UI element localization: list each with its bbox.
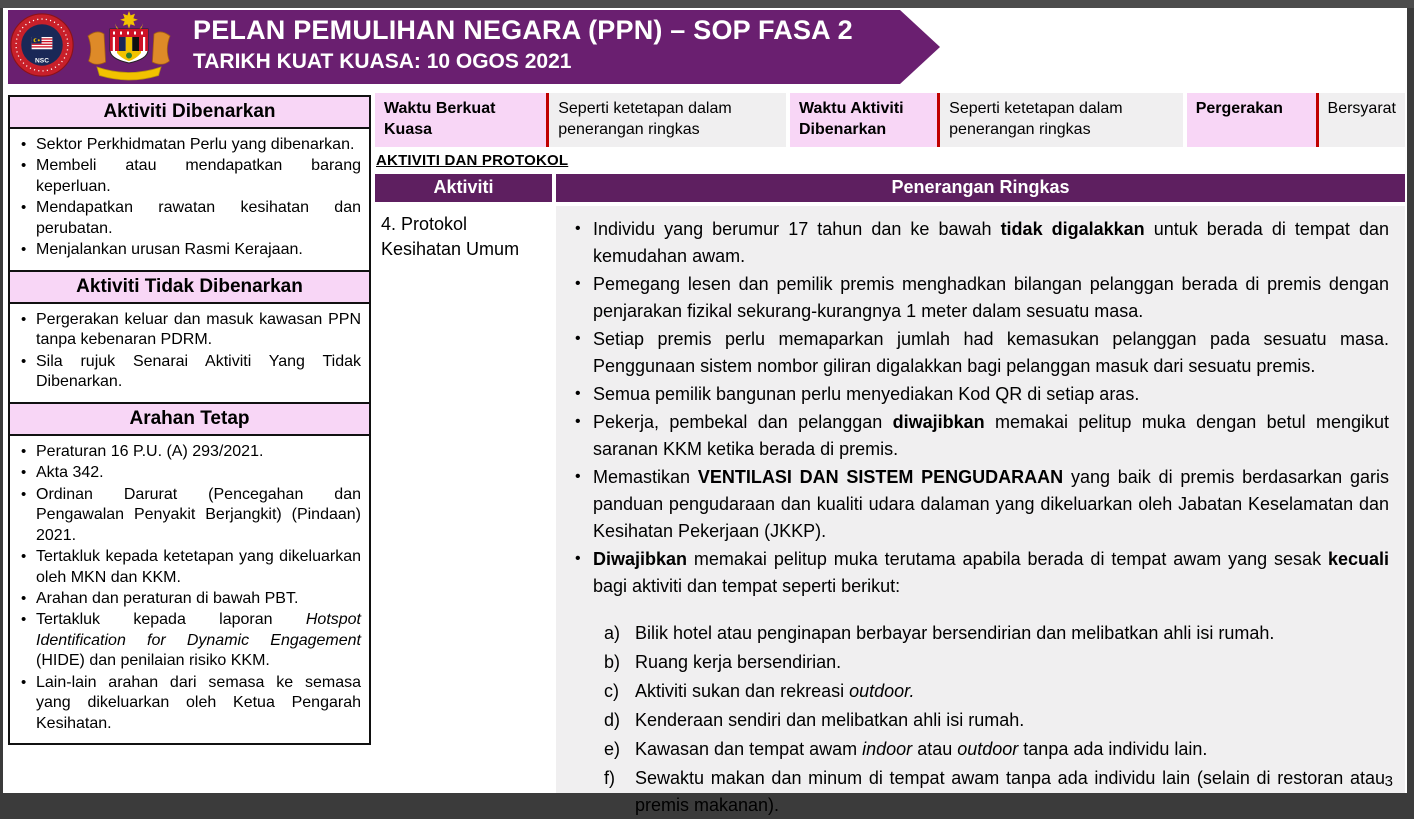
info-value-cell: Seperti ketetapan dalam penerangan ringkas	[549, 93, 786, 147]
exception-text: Bilik hotel atau penginapan berbayar bersendirian dan melibatkan ahli isi rumah.	[635, 623, 1275, 643]
sidebar-section-title: Aktiviti Dibenarkan	[10, 97, 369, 129]
list-item: • Menjalankan urusan Rasmi Kerajaan.	[14, 240, 361, 260]
activity-cell: 4. Protokol Kesihatan Umum	[381, 214, 520, 260]
section-label: AKTIVITI DAN PROTOKOL	[376, 152, 569, 169]
exception-item	[604, 649, 1389, 676]
malaysia-coat-of-arms-icon	[77, 10, 181, 82]
sidebar-section	[8, 270, 371, 404]
protocol-bullet: • Diwajibkan memakai pelitup muka terutama apabila berada di tempat awam yang sesak kecuali bagi aktiviti dan tempat seperti berikut:	[568, 546, 1389, 600]
list-item: • Akta 342.	[14, 463, 361, 483]
protocol-bullet: • Semua pemilik bangunan perlu menyediakan Kod QR di setiap aras.	[568, 381, 1389, 408]
slide	[3, 8, 1407, 815]
exception-letter: e)	[604, 739, 621, 759]
exception-text: Aktiviti sukan dan rekreasi outdoor.	[635, 681, 915, 701]
sidebar-section-title: Arahan Tetap	[10, 404, 369, 436]
nsc-emblem-icon	[9, 12, 75, 78]
sidebar	[8, 95, 371, 745]
exception-letter: b)	[604, 652, 621, 672]
nsc-label: NSC	[35, 57, 49, 65]
list-item: • Ordinan Darurat (Pencegahan dan Pengawalan Penyakit Berjangkit) (Pindaan) 2021.	[14, 485, 361, 546]
exception-letter: f)	[604, 768, 615, 788]
list-item: • Tertakluk kepada laporan Hotspot Identification for Dynamic Engagement (HIDE) dan penilaian risiko KKM.	[14, 610, 361, 671]
protocol-bullet: • Memastikan VENTILASI DAN SISTEM PENGUDARAAN yang baik di premis berdasarkan garis panduan pengudaraan dan kualiti udara dalaman yang dikeluarkan oleh Jabatan Keselamatan dan Kesihatan Pekerjaan (JKKP).	[568, 464, 1389, 545]
list-item: • Lain-lain arahan dari semasa ke semasa yang dikeluarkan oleh Ketua Pengarah Kesihatan.	[14, 673, 361, 734]
list-item: • Arahan dan peraturan di bawah PBT.	[14, 589, 361, 609]
table-header-row	[375, 174, 1405, 202]
exception-item	[604, 707, 1389, 734]
column-header-aktiviti: Aktiviti	[375, 174, 552, 202]
list-item: • Tertakluk kepada ketetapan yang dikeluarkan oleh MKN dan KKM.	[14, 547, 361, 588]
list-item: • Sektor Perkhidmatan Perlu yang dibenarkan.	[14, 135, 361, 155]
list-item: • Membeli atau mendapatkan barang keperluan.	[14, 156, 361, 197]
sidebar-section-list	[10, 129, 369, 270]
exception-item	[604, 620, 1389, 647]
info-key-cell: Waktu Berkuat Kuasa	[375, 93, 549, 147]
exception-letter: a)	[604, 623, 621, 643]
info-key-cell: Pergerakan	[1187, 93, 1319, 147]
page-title: PELAN PEMULIHAN NEGARA (PPN) – SOP FASA 2	[193, 15, 853, 45]
description-cell	[556, 206, 1405, 815]
sidebar-section	[8, 95, 371, 272]
column-header-penerangan-ringkas: Penerangan Ringkas	[556, 174, 1405, 202]
exception-item	[604, 765, 1389, 819]
exception-text: Kawasan dan tempat awam indoor atau outdoor tanpa ada individu lain.	[635, 739, 1208, 759]
exception-letter: d)	[604, 710, 621, 730]
sidebar-section-title: Aktiviti Tidak Dibenarkan	[10, 272, 369, 304]
info-value-cell: Bersyarat	[1319, 93, 1405, 147]
exception-text: Kenderaan sendiri dan melibatkan ahli isi rumah.	[635, 710, 1025, 730]
info-key-cell: Waktu Aktiviti Dibenarkan	[790, 93, 940, 147]
sidebar-section-list	[10, 436, 369, 744]
sidebar-section-list	[10, 304, 369, 402]
exception-letter: c)	[604, 681, 619, 701]
list-item: • Sila rujuk Senarai Aktiviti Yang Tidak Dibenarkan.	[14, 352, 361, 393]
exception-list	[604, 620, 1389, 819]
protocol-bullet: • Pemegang lesen dan pemilik premis menghadkan bilangan pelanggan berada di premis dengan penjarakan fizikal sekurang-kurangnya 1 meter dalam sesuatu masa.	[568, 271, 1389, 325]
list-item: • Pergerakan keluar dan masuk kawasan PPN tanpa kebenaran PDRM.	[14, 310, 361, 351]
info-value-cell: Seperti ketetapan dalam penerangan ringkas	[940, 93, 1183, 147]
protocol-bullet: • Individu yang berumur 17 tahun dan ke bawah tidak digalakkan untuk berada di tempat dan kemudahan awam.	[568, 216, 1389, 270]
protocol-bullet: • Setiap premis perlu memaparkan jumlah had kemasukan pelanggan pada sesuatu masa. Penggunaan sistem nombor giliran digalakkan bagi pelanggan masuk dari sesuatu premis.	[568, 326, 1389, 380]
info-row	[375, 93, 1405, 147]
window-frame-top	[0, 0, 1414, 8]
sidebar-section	[8, 402, 371, 746]
effective-date: TARIKH KUAT KUASA: 10 OGOS 2021	[193, 50, 572, 73]
exception-text: Ruang kerja bersendirian.	[635, 652, 842, 672]
list-item: • Peraturan 16 P.U. (A) 293/2021.	[14, 442, 361, 462]
banner-text	[193, 15, 853, 74]
protocol-bullet-list	[568, 216, 1389, 600]
page-number: 3	[1384, 773, 1393, 790]
list-item: • Mendapatkan rawatan kesihatan dan perubatan.	[14, 198, 361, 239]
exception-text: Sewaktu makan dan minum di tempat awam tanpa ada individu lain (selain di restoran atau premis makanan).	[635, 768, 1385, 815]
exception-item	[604, 736, 1389, 763]
protocol-bullet: • Pekerja, pembekal dan pelanggan diwajibkan memakai pelitup muka dengan betul mengikut saranan KKM ketika berada di premis.	[568, 409, 1389, 463]
exception-item	[604, 678, 1389, 705]
